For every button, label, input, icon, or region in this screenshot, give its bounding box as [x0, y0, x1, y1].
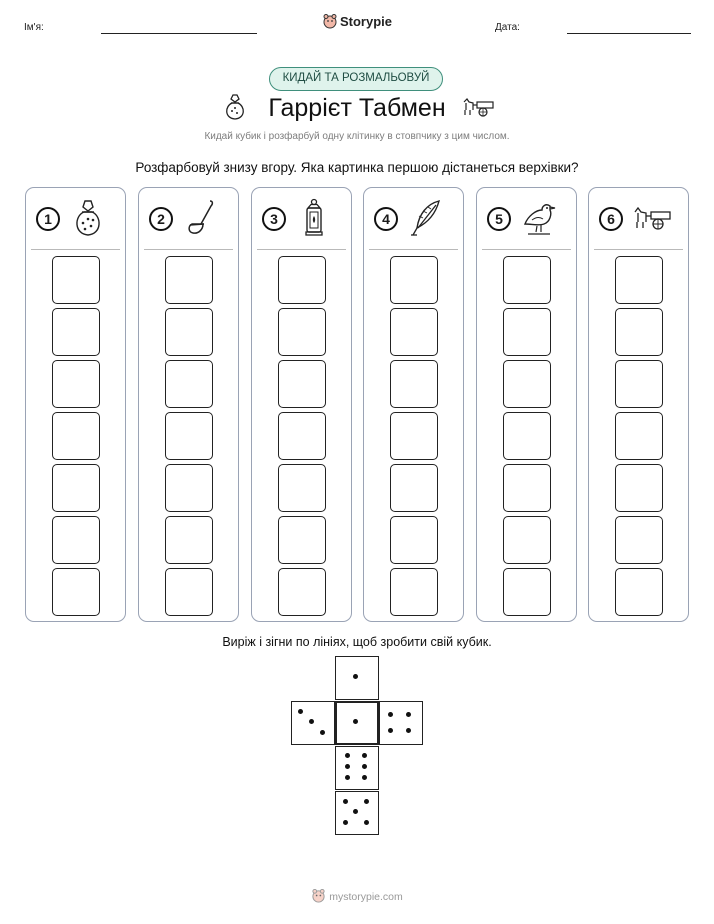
die-pip: [353, 674, 358, 679]
coloring-cell[interactable]: [278, 568, 326, 616]
coloring-cell[interactable]: [165, 360, 213, 408]
column-4: [363, 187, 464, 622]
die-pip: [345, 775, 350, 780]
footer: [0, 888, 714, 903]
brand-logo: [0, 13, 714, 29]
column-number: 6: [599, 207, 623, 231]
column-divider: [257, 249, 346, 250]
die-pip: [309, 719, 314, 724]
coloring-cell[interactable]: [503, 516, 551, 564]
column-3: [251, 187, 352, 622]
coloring-cell[interactable]: [52, 568, 100, 616]
die-pip: [298, 709, 303, 714]
coloring-cell[interactable]: [615, 412, 663, 460]
die-pip: [362, 753, 367, 758]
coloring-cell[interactable]: [165, 256, 213, 304]
cut-instruction: Виріж і зігни по лініях, щоб зробити свій кубик.: [222, 635, 492, 649]
coloring-cell[interactable]: [52, 256, 100, 304]
die-pip: [320, 730, 325, 735]
die-face-3: [291, 701, 335, 745]
coloring-cell[interactable]: [503, 256, 551, 304]
column-divider: [482, 249, 571, 250]
horse-cart-icon: [461, 96, 495, 118]
die-face-1: [335, 701, 379, 745]
column-5: [476, 187, 577, 622]
coloring-cell[interactable]: [503, 568, 551, 616]
die-net: [290, 656, 425, 836]
coloring-cell[interactable]: [503, 360, 551, 408]
instruction: Розфарбовуй знизу вгору. Яка картинка першою дістанеться верхівки?: [135, 160, 579, 175]
coloring-cell[interactable]: [390, 256, 438, 304]
money-bag-icon: [71, 198, 105, 238]
column-divider: [31, 249, 120, 250]
coloring-cell[interactable]: [615, 256, 663, 304]
die-pip: [388, 712, 393, 717]
coloring-cell[interactable]: [278, 464, 326, 512]
coloring-cell[interactable]: [390, 516, 438, 564]
coloring-cell[interactable]: [278, 516, 326, 564]
column-number: 1: [36, 207, 60, 231]
die-pip: [406, 712, 411, 717]
coloring-cell[interactable]: [615, 568, 663, 616]
subtitle: Кидай кубик і розфарбуй одну клітинку в стовпчику з цим числом.: [204, 131, 510, 142]
die-face-5: [335, 791, 379, 835]
bird-icon: [522, 198, 558, 238]
coloring-cell[interactable]: [615, 464, 663, 512]
die-face-6: [335, 746, 379, 790]
coloring-cell[interactable]: [278, 308, 326, 356]
column-number: 4: [374, 207, 398, 231]
column-divider: [594, 249, 683, 250]
die-pip: [353, 809, 358, 814]
coloring-cell[interactable]: [278, 256, 326, 304]
coloring-cell[interactable]: [52, 308, 100, 356]
coloring-cell[interactable]: [390, 412, 438, 460]
column-divider: [144, 249, 233, 250]
coloring-cell[interactable]: [165, 308, 213, 356]
die-pip: [364, 799, 369, 804]
die-pip: [345, 764, 350, 769]
coloring-cell[interactable]: [165, 568, 213, 616]
coloring-cell[interactable]: [52, 412, 100, 460]
footer-url[interactable]: mystorypie.com: [329, 891, 403, 903]
coloring-cell[interactable]: [503, 412, 551, 460]
column-number: 2: [149, 207, 173, 231]
feather-quill-icon: [409, 198, 443, 238]
die-face-1: [335, 656, 379, 700]
coloring-cell[interactable]: [503, 464, 551, 512]
die-pip: [362, 764, 367, 769]
die-pip: [364, 820, 369, 825]
die-pip: [406, 728, 411, 733]
brand-name: Storypie: [339, 14, 392, 29]
column-number: 3: [262, 207, 286, 231]
date-label: Дата:: [495, 22, 520, 33]
name-label: Ім'я:: [24, 22, 44, 33]
die-pip: [343, 820, 348, 825]
column-number: 5: [487, 207, 511, 231]
storypie-mascot-icon: [311, 888, 326, 903]
coloring-cell[interactable]: [390, 360, 438, 408]
coloring-cell[interactable]: [165, 516, 213, 564]
column-6: [588, 187, 689, 622]
column-2: [138, 187, 239, 622]
coloring-cell[interactable]: [165, 464, 213, 512]
coloring-cell[interactable]: [615, 308, 663, 356]
coloring-cell[interactable]: [390, 308, 438, 356]
coloring-cell[interactable]: [278, 360, 326, 408]
coloring-cell[interactable]: [615, 516, 663, 564]
ladle-icon: [184, 198, 218, 238]
coloring-cell[interactable]: [165, 412, 213, 460]
coloring-cell[interactable]: [52, 516, 100, 564]
date-line: [567, 33, 691, 34]
coloring-cell[interactable]: [390, 464, 438, 512]
coloring-cell[interactable]: [278, 412, 326, 460]
lantern-icon: [297, 198, 331, 238]
die-pip: [388, 728, 393, 733]
coloring-cell[interactable]: [390, 568, 438, 616]
page-title: Гаррієт Табмен: [268, 94, 446, 122]
die-pip: [353, 719, 358, 724]
column-1: [25, 187, 126, 622]
die-face-4: [379, 701, 423, 745]
die-pip: [345, 753, 350, 758]
coloring-cell[interactable]: [503, 308, 551, 356]
die-pip: [343, 799, 348, 804]
storypie-mascot-icon: [322, 13, 338, 29]
horse-cart-icon: [632, 204, 672, 232]
coloring-cell[interactable]: [615, 360, 663, 408]
name-line: [101, 33, 257, 34]
activity-badge: КИДАЙ ТА РОЗМАЛЬОВУЙ: [269, 67, 443, 91]
coloring-cell[interactable]: [52, 360, 100, 408]
die-pip: [362, 775, 367, 780]
column-divider: [369, 249, 458, 250]
coloring-cell[interactable]: [52, 464, 100, 512]
